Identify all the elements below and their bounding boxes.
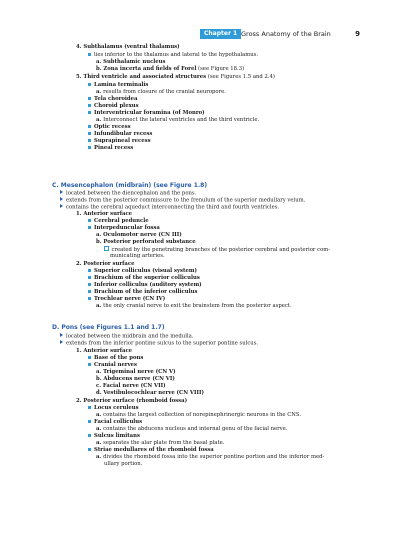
square-bullet-icon [88, 406, 91, 409]
list-label: a. [96, 454, 104, 460]
list-label: c. [96, 383, 103, 389]
description: extends from the inferior pontine sulcus to the superior pontine sulcus. [66, 340, 259, 347]
description: Interconnect the lateral ventricles and the third ventricle. [103, 117, 260, 123]
term: Posterior surface [83, 261, 135, 267]
section-heading [52, 324, 165, 331]
square-bullet-icon [88, 125, 91, 128]
outline-line [88, 282, 202, 289]
outline-line [76, 398, 187, 405]
outline-line [88, 103, 139, 110]
list-label: C. [52, 182, 61, 189]
square-bullet-icon [88, 53, 91, 56]
list-label: a. [96, 232, 104, 238]
triangle-bullet-icon [60, 333, 63, 337]
term: Abducens nerve (CN VI) [103, 376, 175, 382]
term: Interpeduncular fossa [94, 225, 160, 231]
triangle-bullet-icon [60, 197, 63, 201]
square-bullet-icon [88, 111, 91, 114]
description: (see Figure 18.3) [196, 66, 245, 72]
outline-line [96, 426, 287, 433]
square-bullet-icon [88, 420, 91, 423]
square-bullet-icon [88, 283, 91, 286]
triangle-bullet-icon [60, 190, 63, 194]
outline-line [88, 131, 152, 138]
description: results from closure of the cranial neuropore. [103, 89, 226, 95]
term: Cerebral peduncle [94, 218, 149, 224]
outline-line [96, 232, 182, 239]
list-label: a. [96, 117, 104, 123]
list-label: a. [96, 89, 104, 95]
outline-line [88, 82, 148, 89]
list-label: a. [96, 412, 104, 418]
list-label: 2. [76, 261, 84, 267]
outline-line [88, 52, 258, 59]
term: Posterior perforated substance [103, 239, 196, 245]
outline-line [76, 211, 132, 218]
outline-line [96, 303, 292, 310]
term: Pons (see Figures 1.1 and 1.7) [61, 324, 165, 331]
square-bullet-icon [88, 434, 91, 437]
list-label: D. [52, 324, 62, 331]
outline-line [96, 390, 204, 397]
outline-line [96, 66, 244, 73]
description: divides the rhomboid fossa into the superior pontine portion and the inferior med- [103, 454, 325, 460]
term: Trochlear nerve (CN IV) [94, 296, 166, 302]
page-number: 9 [355, 30, 360, 38]
term: Zona incerta and fields of Forel [103, 66, 197, 72]
outline-line [96, 383, 166, 390]
square-bullet-icon [88, 290, 91, 293]
square-bullet-icon [88, 97, 91, 100]
outline-line [88, 225, 160, 232]
term: Posterior surface (rhomboid fossa) [83, 398, 188, 404]
term: Brachium of the inferior colliculus [94, 289, 198, 295]
outline-line [96, 440, 224, 447]
term: Subthalamus (ventral thalamus) [83, 44, 180, 50]
term: Superior colliculus (visual system) [94, 268, 197, 274]
outline-line [88, 275, 200, 282]
list-label: 4. [76, 44, 84, 50]
list-label: 2. [76, 398, 84, 404]
section-heading [52, 182, 207, 189]
description: (see Figures 1.5 and 2.4) [206, 74, 275, 80]
outline-line [76, 44, 180, 51]
description: lies inferior to the thalamus and lateral to the hypothalamus. [94, 52, 259, 58]
square-bullet-icon [88, 146, 91, 149]
term: Vestibulocochlear nerve (CN VIII) [103, 390, 204, 396]
term: Subthalamic nucleus [103, 59, 166, 65]
term: Mesencephalon (midbrain) (see Figure 1.8) [60, 182, 208, 189]
term: Optic recess [94, 124, 131, 130]
running-header [0, 29, 400, 41]
list-label: b. [96, 66, 104, 72]
outline-line [96, 412, 301, 419]
term: Tela choroidea [94, 96, 138, 102]
square-bullet-icon [88, 219, 91, 222]
term: Pineal recess [94, 145, 134, 151]
outline-line [96, 376, 175, 383]
square-bullet-icon [104, 246, 109, 251]
list-label: d. [96, 390, 104, 396]
outline-line [88, 362, 137, 369]
description: located between the diencephalon and the pons. [66, 190, 197, 197]
outline-line [88, 296, 165, 303]
outline-line [88, 405, 139, 412]
term: Oculomotor nerve (CN III) [103, 232, 182, 238]
triangle-bullet-icon [60, 204, 63, 208]
square-bullet-icon [88, 269, 91, 272]
outline-line [88, 124, 131, 131]
term: Sulcus limitans [94, 433, 140, 439]
term: Locus ceruleus [94, 405, 139, 411]
square-bullet-icon [88, 226, 91, 229]
outline-line [88, 96, 137, 103]
square-bullet-icon [88, 132, 91, 135]
square-bullet-icon [88, 276, 91, 279]
description: the only cranial nerve to exit the brainstem from the posterior aspect. [103, 303, 292, 309]
term: Base of the pons [94, 355, 144, 361]
term: Facial nerve (CN VII) [102, 383, 166, 389]
square-bullet-icon [88, 448, 91, 451]
list-label: a. [96, 426, 104, 432]
outline-line [104, 461, 142, 468]
outline-line [88, 145, 133, 152]
term: Third ventricle and associated structures [83, 74, 207, 80]
list-label: a. [96, 59, 104, 65]
description: municating arteries. [110, 253, 165, 259]
term: Interventricular foramina (of Monro) [94, 110, 205, 116]
description: extends from the posterior commissure to the frenulum of the superior medullary velum. [66, 197, 306, 204]
square-bullet-icon [88, 363, 91, 366]
outline-line [96, 59, 166, 66]
description: located between the midbrain and the medulla. [66, 333, 194, 340]
outline-line [88, 289, 197, 296]
outline-line [96, 117, 259, 124]
outline-line [60, 340, 258, 348]
outline-line [88, 419, 142, 426]
outline-line [88, 268, 197, 275]
term: Infundibular recess [94, 131, 153, 137]
outline-line [88, 433, 140, 440]
term: Inferior colliculus (auditory system) [94, 282, 202, 288]
outline-line [88, 355, 143, 362]
term: Trigeminal nerve (CN V) [103, 369, 176, 375]
term: Choroid plexus [94, 103, 139, 109]
square-bullet-icon [88, 139, 91, 142]
description: contains the cerebral aqueduct interconnecting the third and fourth ventricles. [66, 204, 280, 211]
outline-line [110, 253, 165, 260]
outline-line [76, 348, 132, 355]
list-label: a. [96, 369, 104, 375]
list-label: a. [96, 303, 104, 309]
outline-line [88, 447, 214, 454]
list-label: a. [96, 440, 104, 446]
outline-line [76, 74, 275, 81]
description: separates the alar plate from the basal plate. [103, 440, 225, 446]
outline-line [96, 369, 176, 376]
outline-line [96, 239, 196, 246]
term: Suprapineal recess [94, 138, 151, 144]
description: contains the abducens nucleus and internal genu of the facial nerve. [103, 426, 288, 432]
outline-line [88, 218, 149, 225]
square-bullet-icon [88, 104, 91, 107]
outline-line [96, 454, 324, 461]
term: Anterior surface [83, 348, 133, 354]
term: Brachium of the superior colliculus [94, 275, 200, 281]
chapter-title: Gross Anatomy of the Brain [241, 30, 331, 38]
term: Facial colliculus [94, 419, 143, 425]
list-label: b. [96, 239, 104, 245]
term: Anterior surface [83, 211, 133, 217]
description: contains the largest collection of norepinephrinergic neurons in the CNS. [103, 412, 302, 418]
term: Lamina terminalis [94, 82, 149, 88]
triangle-bullet-icon [60, 340, 63, 344]
square-bullet-icon [88, 297, 91, 300]
outline-line [76, 261, 134, 268]
square-bullet-icon [88, 356, 91, 359]
outline-line [88, 110, 205, 117]
square-bullet-icon [88, 83, 91, 86]
description: created by the penetrating branches of the posterior cerebral and posterior com- [111, 247, 331, 253]
list-label: 1. [76, 211, 84, 217]
outline-line [88, 138, 151, 145]
list-label: 1. [76, 348, 84, 354]
term: Striae medullares of the rhomboid fossa [94, 447, 214, 453]
description: ullary portion. [104, 461, 143, 467]
chapter-badge: Chapter 1 [200, 29, 241, 39]
list-label: 5. [76, 74, 84, 80]
term: Cranial nerves [94, 362, 138, 368]
list-label: b. [96, 376, 104, 382]
outline-line [96, 89, 226, 96]
